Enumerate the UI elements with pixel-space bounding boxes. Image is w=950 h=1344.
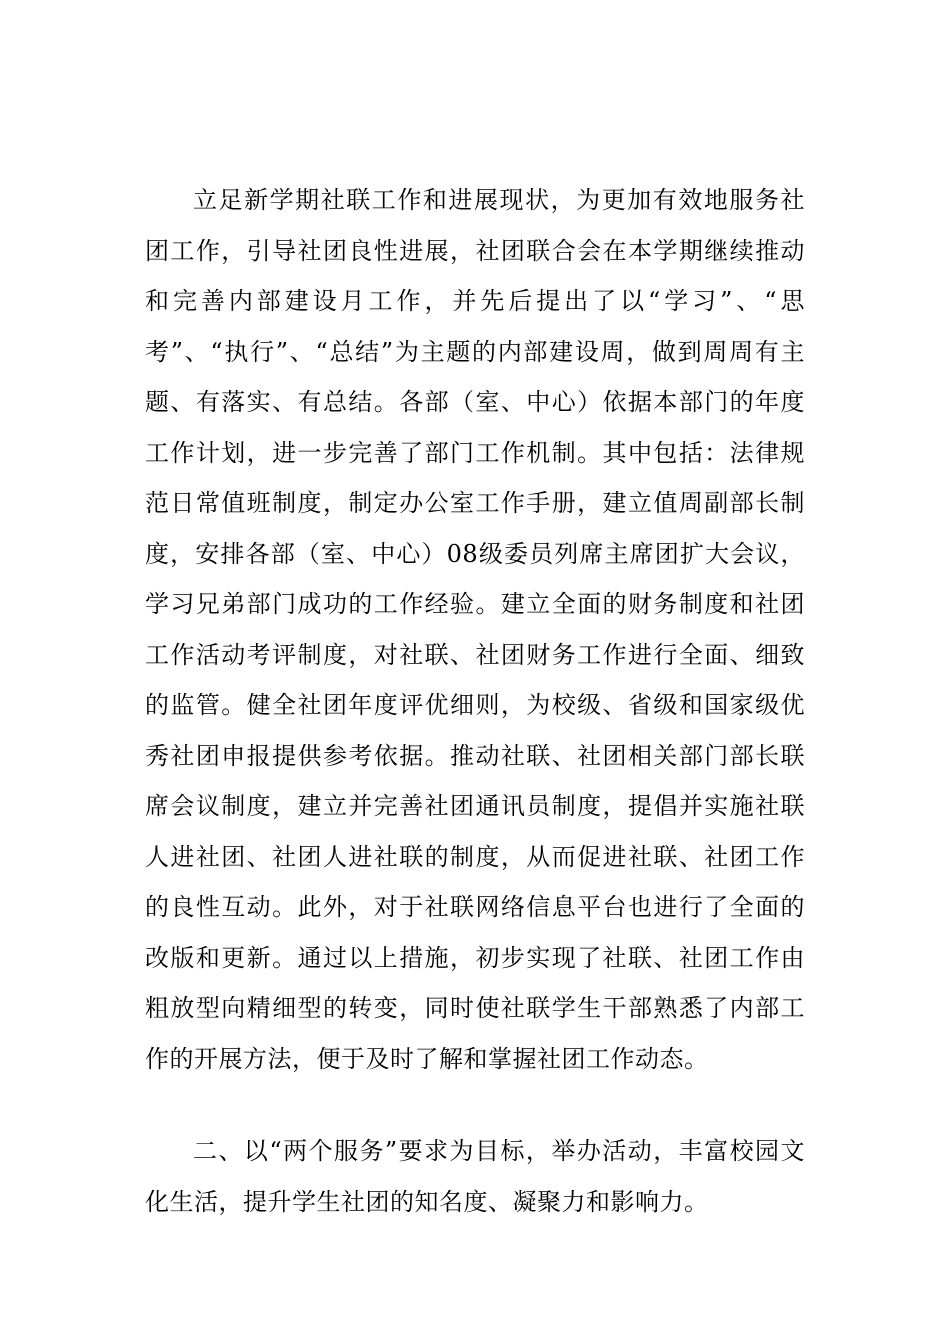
- section-heading-paragraph-two: 二、以“两个服务”要求为目标，举办活动，丰富校园文化生活，提升学生社团的知名度、凝聚力和影响力。: [145, 1137, 805, 1216]
- body-paragraph-internal-construction: 立足新学期社联工作和进展现状，为更加有效地服务社团工作，引导社团良性进展，社团联合会在本学期继续推动和完善内部建设月工作，并先后提出了以“学习”、“思考”、“执行”、“总结”为主题的内部建设周，做到周周有主题、有落实、有总结。各部（室、中心）依据本部门的年度工作计划，进一步完善了部门工作机制。其中包括：法律规范日常值班制度，制定办公室工作手册，建立值周副部长制度，安排各部（室、中心）08级委员列席主席团扩大会议，学习兄弟部门成功的工作经验。建立全面的财务制度和社团工作活动考评制度，对社联、社团财务工作进行全面、细致的监管。健全社团年度评优细则，为校级、省级和国家级优秀社团申报提供参考依据。推动社联、社团相关部门部长联席会议制度，建立并完善社团通讯员制度，提倡并实施社联人进社团、社团人进社联的制度，从而促进社联、社团工作的良性互动。此外，对于社联网络信息平台也进行了全面的改版和更新。通过以上措施，初步实现了社联、社团工作由粗放型向精细型的转变，同时使社联学生干部熟悉了内部工作的开展方法，便于及时了解和掌握社团工作动态。: [145, 186, 805, 1073]
